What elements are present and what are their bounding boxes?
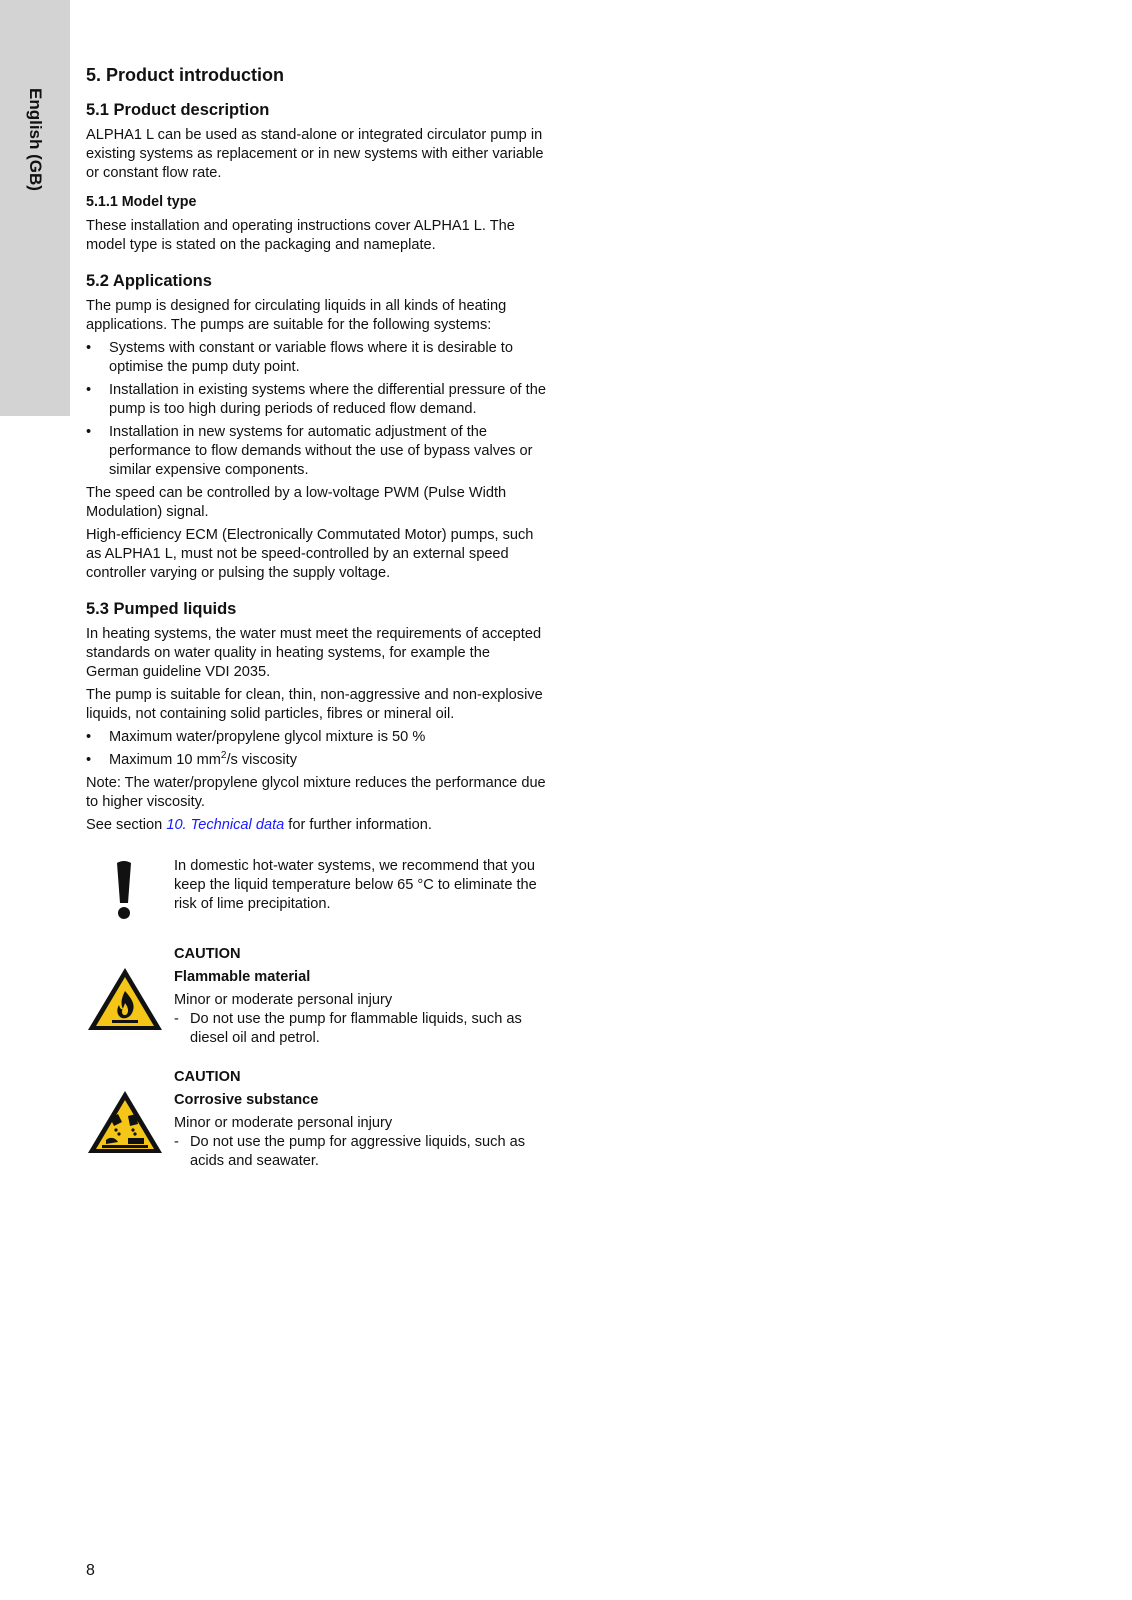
list-item xyxy=(86,339,546,377)
language-side-tab xyxy=(0,0,70,416)
model-type-heading: 5.1.1 Model type xyxy=(86,194,197,210)
pumped-liquids-heading: 5.3 Pumped liquids xyxy=(86,600,237,618)
list-item xyxy=(86,381,546,419)
list-item-text: Maximum water/propylene glycol mixture is 50 % xyxy=(109,729,426,745)
pwm-text: The speed can be controlled by a low-voltage PWM (Pulse Width Modulation) signal. xyxy=(86,485,507,520)
caution-subtitle: Minor or moderate personal injury xyxy=(174,1115,393,1131)
list-item-text: Do not use the pump for aggressive liquids, such as acids and seawater. xyxy=(190,1134,526,1169)
list-item xyxy=(174,1133,546,1171)
bullet-mark: • xyxy=(86,382,92,398)
water-quality-text: In heating systems, the water must meet the requirements of accepted standards on water quality in heating systems, for example the German guideline VDI 2035. xyxy=(86,626,542,680)
list-item-text: Do not use the pump for flammable liquids, such as diesel oil and petrol. xyxy=(190,1011,522,1046)
bullet-mark: • xyxy=(86,424,92,440)
bullet-mark: • xyxy=(86,752,92,768)
bullet-mark: • xyxy=(86,340,92,356)
caution-subtitle: Minor or moderate personal injury xyxy=(174,992,393,1008)
list-item-text: Systems with constant or variable flows where it is desirable to optimise the pump duty point. xyxy=(109,340,513,375)
caution-title: Corrosive substance xyxy=(174,1092,319,1108)
caution-list xyxy=(174,1010,546,1048)
page-content xyxy=(86,64,546,1171)
section-title: 5. Product introduction xyxy=(86,65,284,85)
product-description-text: ALPHA1 L can be used as stand-alone or integrated circulator pump in existing systems as replacement or in new systems with either variable or constant flow rate. xyxy=(86,127,544,181)
applications-intro: The pump is designed for circulating liquids in all kinds of heating applications. The pumps are suitable for the following systems: xyxy=(86,298,507,333)
caution-label: CAUTION xyxy=(174,1069,241,1085)
see-section-text xyxy=(86,816,546,835)
exclamation-icon xyxy=(86,857,166,929)
list-item xyxy=(86,728,546,747)
caution-label: CAUTION xyxy=(174,946,241,962)
technical-data-link[interactable]: 10. Technical data xyxy=(166,817,285,833)
list-item-text xyxy=(109,752,297,768)
info-notice-text: In domestic hot-water systems, we recommend that you keep the liquid temperature below 65 °C to eliminate the risk of lime precipitation. xyxy=(174,858,537,912)
applications-heading: 5.2 Applications xyxy=(86,272,212,290)
product-description-heading: 5.1 Product description xyxy=(86,101,270,119)
see-suffix: for further information. xyxy=(284,817,432,833)
flammable-icon xyxy=(86,965,166,1039)
dash-mark: - xyxy=(174,1011,179,1027)
liquid-limits-list xyxy=(86,728,546,770)
liquid-suitability-text: The pump is suitable for clean, thin, non-aggressive and non-explosive liquids, not containing solid particles, fibres or mineral oil. xyxy=(86,687,543,722)
caution-title: Flammable material xyxy=(174,969,311,985)
caution-list xyxy=(174,1133,546,1171)
glycol-note: Note: The water/propylene glycol mixture reduces the performance due to higher viscosity. xyxy=(86,775,546,810)
ecm-text: High-efficiency ECM (Electronically Commutated Motor) pumps, such as ALPHA1 L, must not be speed-controlled by an external speed controller varying or pulsing the supply voltage. xyxy=(86,527,534,581)
viscosity-text: Maximum 10 mm xyxy=(109,752,221,768)
list-item-text: Installation in new systems for automatic adjustment of the performance to flow demands without the use of bypass valves or similar expensive components. xyxy=(109,424,533,478)
list-item xyxy=(174,1010,546,1048)
caution-corrosive xyxy=(86,1068,546,1171)
page-number: 8 xyxy=(86,1562,95,1579)
dash-mark: - xyxy=(174,1134,179,1150)
caution-flammable xyxy=(86,945,546,1048)
list-item xyxy=(86,423,546,480)
viscosity-unit: /s viscosity xyxy=(226,752,298,768)
see-prefix: See section xyxy=(86,817,167,833)
applications-list xyxy=(86,339,546,480)
language-label: English (GB) xyxy=(26,88,45,191)
list-item-text: Installation in existing systems where the differential pressure of the pump is too high during periods of reduced flow demand. xyxy=(109,382,546,417)
model-type-text: These installation and operating instructions cover ALPHA1 L. The model type is stated on the packaging and nameplate. xyxy=(86,218,515,253)
corrosive-icon xyxy=(86,1088,166,1162)
list-item xyxy=(86,751,546,770)
superscript: 2 xyxy=(220,750,227,762)
bullet-mark: • xyxy=(86,729,92,745)
info-notice xyxy=(86,857,546,927)
